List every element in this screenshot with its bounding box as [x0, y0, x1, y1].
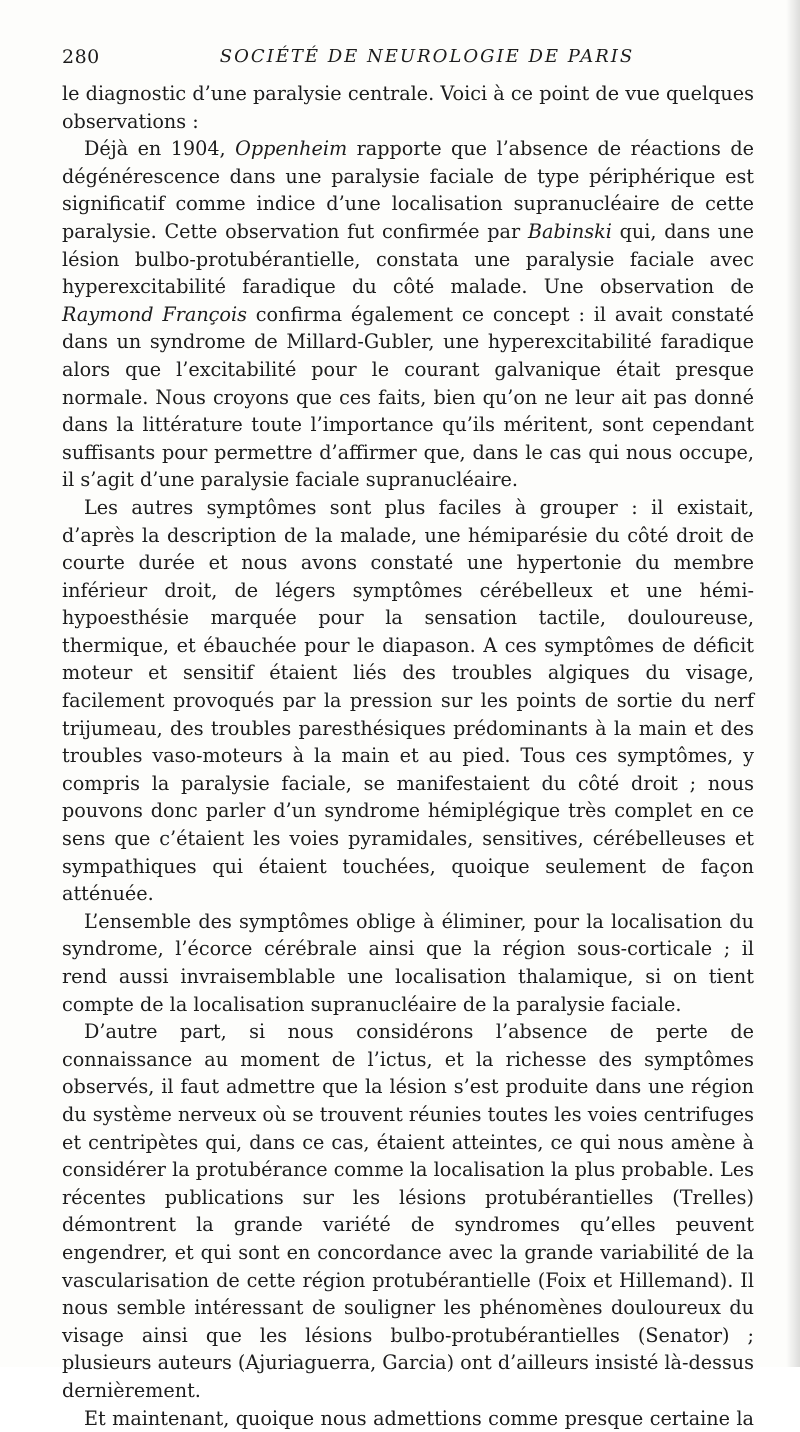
paragraph-text: Et maintenant, quoique nous admettions comme presque certaine la [84, 1407, 754, 1430]
paragraph-text: rapporte que l’absence de réactions de dégénérescence dans une paralysie faciale de type périphérique est significatif comme indice d’une localisation supranucléaire de cette paralysie. Cette observation fut confirmée par [62, 137, 754, 243]
page-header [62, 46, 752, 74]
cited-author-name: Raymond François [62, 303, 247, 326]
page-number: 280 [62, 46, 100, 68]
paragraph [62, 1018, 754, 1404]
running-head: SOCIÉTÉ DE NEUROLOGIE DE PARIS [62, 46, 752, 67]
paragraph [62, 80, 754, 135]
paragraph [62, 135, 754, 494]
cited-author-name: Babinski [528, 220, 612, 243]
paragraph-text: Déjà en 1904, [84, 137, 235, 160]
paragraph-text: qui, dans une lésion bulbo-protubérantielle, constata une paralysie faciale avec hyperexcitabilité faradique du côté malade. Une observation de [62, 220, 754, 298]
paragraph-text: Les autres symptômes sont plus faciles à grouper : il existait, d’après la description de la malade, une hémiparésie du côté droit de courte durée et nous avons constaté une hypertonie du membre inférieur droit, de légers symptômes cérébelleux et une hémi-hypoesthésie marquée pour la sensation tactile, douloureuse, thermique, et ébauchée pour le diapason. A ces symptômes de déficit moteur et sensitif étaient liés des troubles algiques du visage, facilement provoqués par la pression sur les points de sortie du nerf trijumeau, des troubles paresthésiques prédominants à la main et des troubles vaso-moteurs à la main et au pied. Tous ces symptômes, y compris la paralysie faciale, se manifestaient du côté droit ; nous pouvons donc parler d’un syndrome hémiplégique très complet en ce sens que c’étaient les voies pyramidales, sensitives, cérébelleuses et sympathiques qui étaient touchées, quoique seulement de façon atténuée. [62, 496, 754, 905]
article-body [62, 80, 754, 1432]
paragraph-text: L’ensemble des symptômes oblige à éliminer, pour la localisation du syndrome, l’écorce cérébrale ainsi que la région sous-corticale ; il rend aussi invraisemblable une localisation thalamique, si on tient compte de la localisation supranucléaire de la paralysie faciale. [62, 910, 754, 1016]
paragraph-text: confirma également ce concept : il avait constaté dans un syndrome de Millard-Gubler, une hyperexcitabilité faradique alors que l’excitabilité pour le courant galvanique était presque normale. Nous croyons que ces faits, bien qu’on ne leur ait pas donné dans la littérature toute l’importance qu’ils méritent, sont cependant suffisants pour permettre d’affirmer que, dans le cas qui nous occupe, il s’agit d’une paralysie faciale supranucléaire. [62, 303, 754, 492]
paragraph [62, 494, 754, 908]
paragraph-text: D’autre part, si nous considérons l’absence de perte de connaissance au moment de l’ictus, et la richesse des symptômes observés, il faut admettre que la lésion s’est produite dans une région du système nerveux où se trouvent réunies toutes les voies centrifuges et centripètes qui, dans ce cas, étaient atteintes, ce qui nous amène à considérer la protubérance comme la localisation la plus probable. Les récentes publications sur les lésions protubérantielles (Trelles) démontrent la grande variété de syndromes qu’elles peuvent engendrer, et qui sont en concordance avec la grande variabilité de la vascularisation de cette région protubérantielle (Foix et Hillemand). Il nous semble intéressant de souligner les phénomènes douloureux du visage ainsi que les lésions bulbo-protubérantielles (Senator) ; plusieurs auteurs (Ajuriaguerra, Garcia) ont d’ailleurs insisté là-dessus dernièrement. [62, 1020, 754, 1402]
paragraph [62, 1405, 754, 1432]
paragraph [62, 908, 754, 1018]
paragraph-text: le diagnostic d’une paralysie centrale. Voici à ce point de vue quelques observations : [62, 82, 754, 133]
cited-author-name: Oppenheim [235, 137, 347, 160]
page-edge-shadow [786, 0, 800, 1367]
